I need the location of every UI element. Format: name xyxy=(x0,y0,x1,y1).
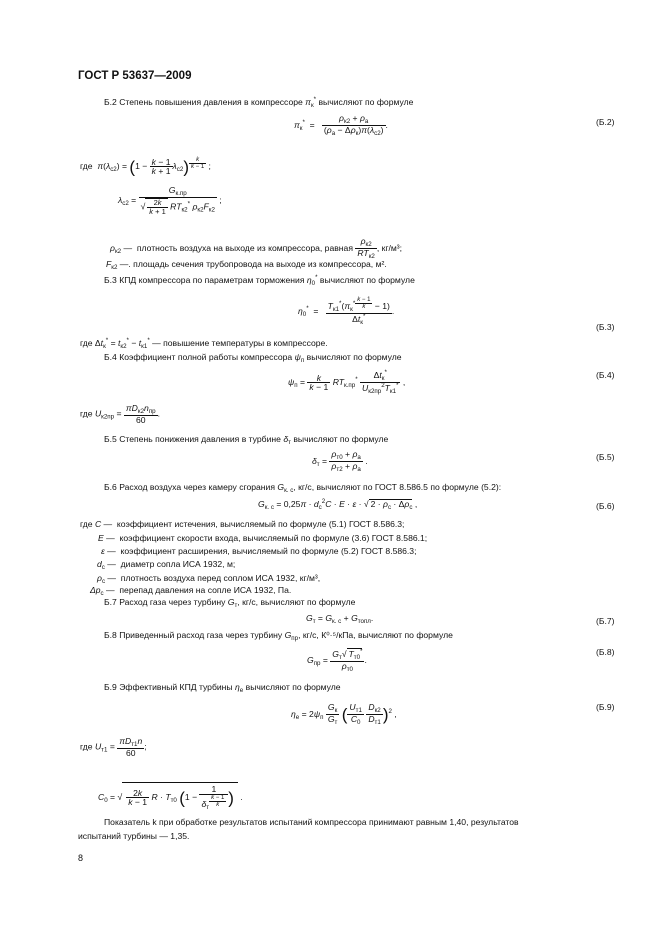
equation-number-b8: (Б.8) xyxy=(596,647,615,657)
def-row-d: $d_с$ — диаметр сопла ИСА 1932, м; xyxy=(97,559,236,571)
formula-b9: $\eta_е = 2\psi_п$ $\frac{G_к}{G_т}$ ( $\frac{U_{т1}}{C_0}$ $\frac{D_{к2}}{D_{т1}}$ )$^2$ , xyxy=(291,702,397,727)
def-delta-t: где $\Delta t_к^* = t_{к2}^* - t_{к1}^*$ — повышение температуры в компрессоре. xyxy=(80,337,328,350)
section-b3-text: Б.3 КПД компрессора по параметрам торможения $\eta_0^*$ вычисляют по формуле xyxy=(104,274,415,287)
equation-number-b2: (Б.2) xyxy=(596,117,615,127)
section-b8-text: Б.8 Приведенный расход газа через турбину $G_{пр}$, кг/с, К⁰·⁵/кПа, вычисляют по формуле xyxy=(104,630,453,642)
section-b5-text: Б.5 Степень понижения давления в турбине $\delta_т$ вычисляют по формуле xyxy=(104,434,389,446)
section-b7-text: Б.7 Расход газа через турбину $G_т$, кг/с, вычисляют по формуле xyxy=(104,597,356,609)
footer-paragraph-line2: испытаний турбины — 1,35. xyxy=(78,831,190,841)
equation-number-b6: (Б.6) xyxy=(596,501,615,511)
section-b6-text: Б.6 Расход воздуха через камеру сгорания $G_{к. с}$, кг/с, вычисляют по ГОСТ 8.586.5 по формуле (5.2): xyxy=(104,482,502,494)
equation-number-b9: (Б.9) xyxy=(596,702,615,712)
page-number: 8 xyxy=(78,853,84,863)
def-row-dp: $\Delta p_с$ — перепад давления на сопле ИСА 1932, Па. xyxy=(90,585,292,597)
footer-paragraph-line1: Показатель k при обработке результатов испытаний компрессора принимают равным 1,40, результатов xyxy=(104,817,519,827)
formula-b8: $G_{пр}$ = $\frac{G_т√ T_{т0}^*}{\rho_{т0}}$ . xyxy=(307,648,367,674)
equation-number-b5: (Б.5) xyxy=(596,452,615,462)
document-header: ГОСТ Р 53637—2009 xyxy=(78,70,192,82)
def-row-c: где C — коэффициент истечения, вычисляемый по формуле (5.1) ГОСТ 8.586.3; xyxy=(80,519,405,529)
section-b4-text: Б.4 Коэффициент полной работы компрессора $\psi_п$ вычисляют по формуле xyxy=(104,352,402,364)
formula-b6: $G_{к. с} = 0,25\pi \cdot d_с^2C \cdot E \cdot \varepsilon$ · √ $2 \cdot \rho_с \cdot \Delta\rho_с$ , xyxy=(258,498,418,511)
equation-number-b4: (Б.4) xyxy=(596,370,615,380)
formula-lambda-c2: $\lambda_{с2}$ = $G_{к.пр}$ √ $\frac{2k}{k + 1}$ $RT_{к2}^*$ $\rho_{к2}F_{к2}$ ; xyxy=(118,185,222,216)
section-b9-text: Б.9 Эффективный КПД турбины $\eta_е$ вычисляют по формуле xyxy=(104,682,341,694)
formula-u-k2pr: где $U_{к2пр}$ = $\frac{\pi D_{к2}n_{пр}}{60}$ . xyxy=(80,403,160,426)
def-rho-k2: $\rho_{к2}$ — плотность воздуха на выходе из компрессора, равная $\frac{\rho_{к2}}{RT_{к2}}$ , кг/м³; xyxy=(110,236,403,261)
def-row-e: E — коэффициент скорости входа, вычисляемый по формуле (3.6) ГОСТ 8.586.1; xyxy=(98,533,428,543)
section-b2-text: Б.2 Степень повышения давления в компрессоре $\pi_к^*$ вычисляют по формуле xyxy=(104,96,414,109)
formula-b5: $\delta_т$ = $\frac{\rho_{т0} + \rho_а}{\rho_{т2} + \rho_а}$ . xyxy=(312,449,368,474)
formula-pi-lambda: где $\pi(\lambda_{с2}) = (1$ − $\frac{k - 1}{k + 1}$ $\lambda_{с2}$) $^{\frac{k}{k - 1}}$ ; xyxy=(80,156,211,177)
def-f-k2: $F_{к2}$ —. площадь сечения трубопровода на выходе из компрессора, м². xyxy=(106,259,387,271)
formula-b7: $G_т = G_{к. с} + G_{топл}$. xyxy=(306,613,374,625)
formula-c0: $C_0$ = √ $\frac{2k}{k - 1}$ $R \cdot T_{т0}$ (1 − 1 $\delta_т$ $^{\frac{k - 1}{k}}$ ) . xyxy=(98,782,243,813)
formula-u-t1: где $U_{т1}$ = $\frac{\pi D_{т1}n}{60}$ ; xyxy=(80,736,147,759)
equation-number-b3: (Б.3) xyxy=(596,322,615,332)
equation-number-b7: (Б.7) xyxy=(596,616,615,626)
formula-b4: $\psi_п$ = $\frac{k}{k - 1}$ $RT_{к.пр}^*$ $\frac{\Delta t_к^*}{U_{к2пр}^2T_{к1}^*}$ , xyxy=(288,369,406,396)
formula-b3: $\eta_0^*$ = $T_{к1}^*(\pi_к^*$ $^{\frac{k - 1}{k}}$ − 1) $\Delta t_к^*$ . xyxy=(298,297,395,327)
def-row-epsilon: ε — коэффициент расширения, вычисляемый по формуле (5.2) ГОСТ 8.586.3; xyxy=(101,546,417,556)
formula-b2: $\pi_к^*$ = $\frac{\rho_{к2} + \rho_а}{(\rho_а - \Delta\rho_к)\pi(\lambda_{с2})}$ . xyxy=(294,113,388,138)
def-row-rho: $\rho_с$ — плотность воздуха перед соплом ИСА 1932, кг/м³, xyxy=(97,573,321,585)
